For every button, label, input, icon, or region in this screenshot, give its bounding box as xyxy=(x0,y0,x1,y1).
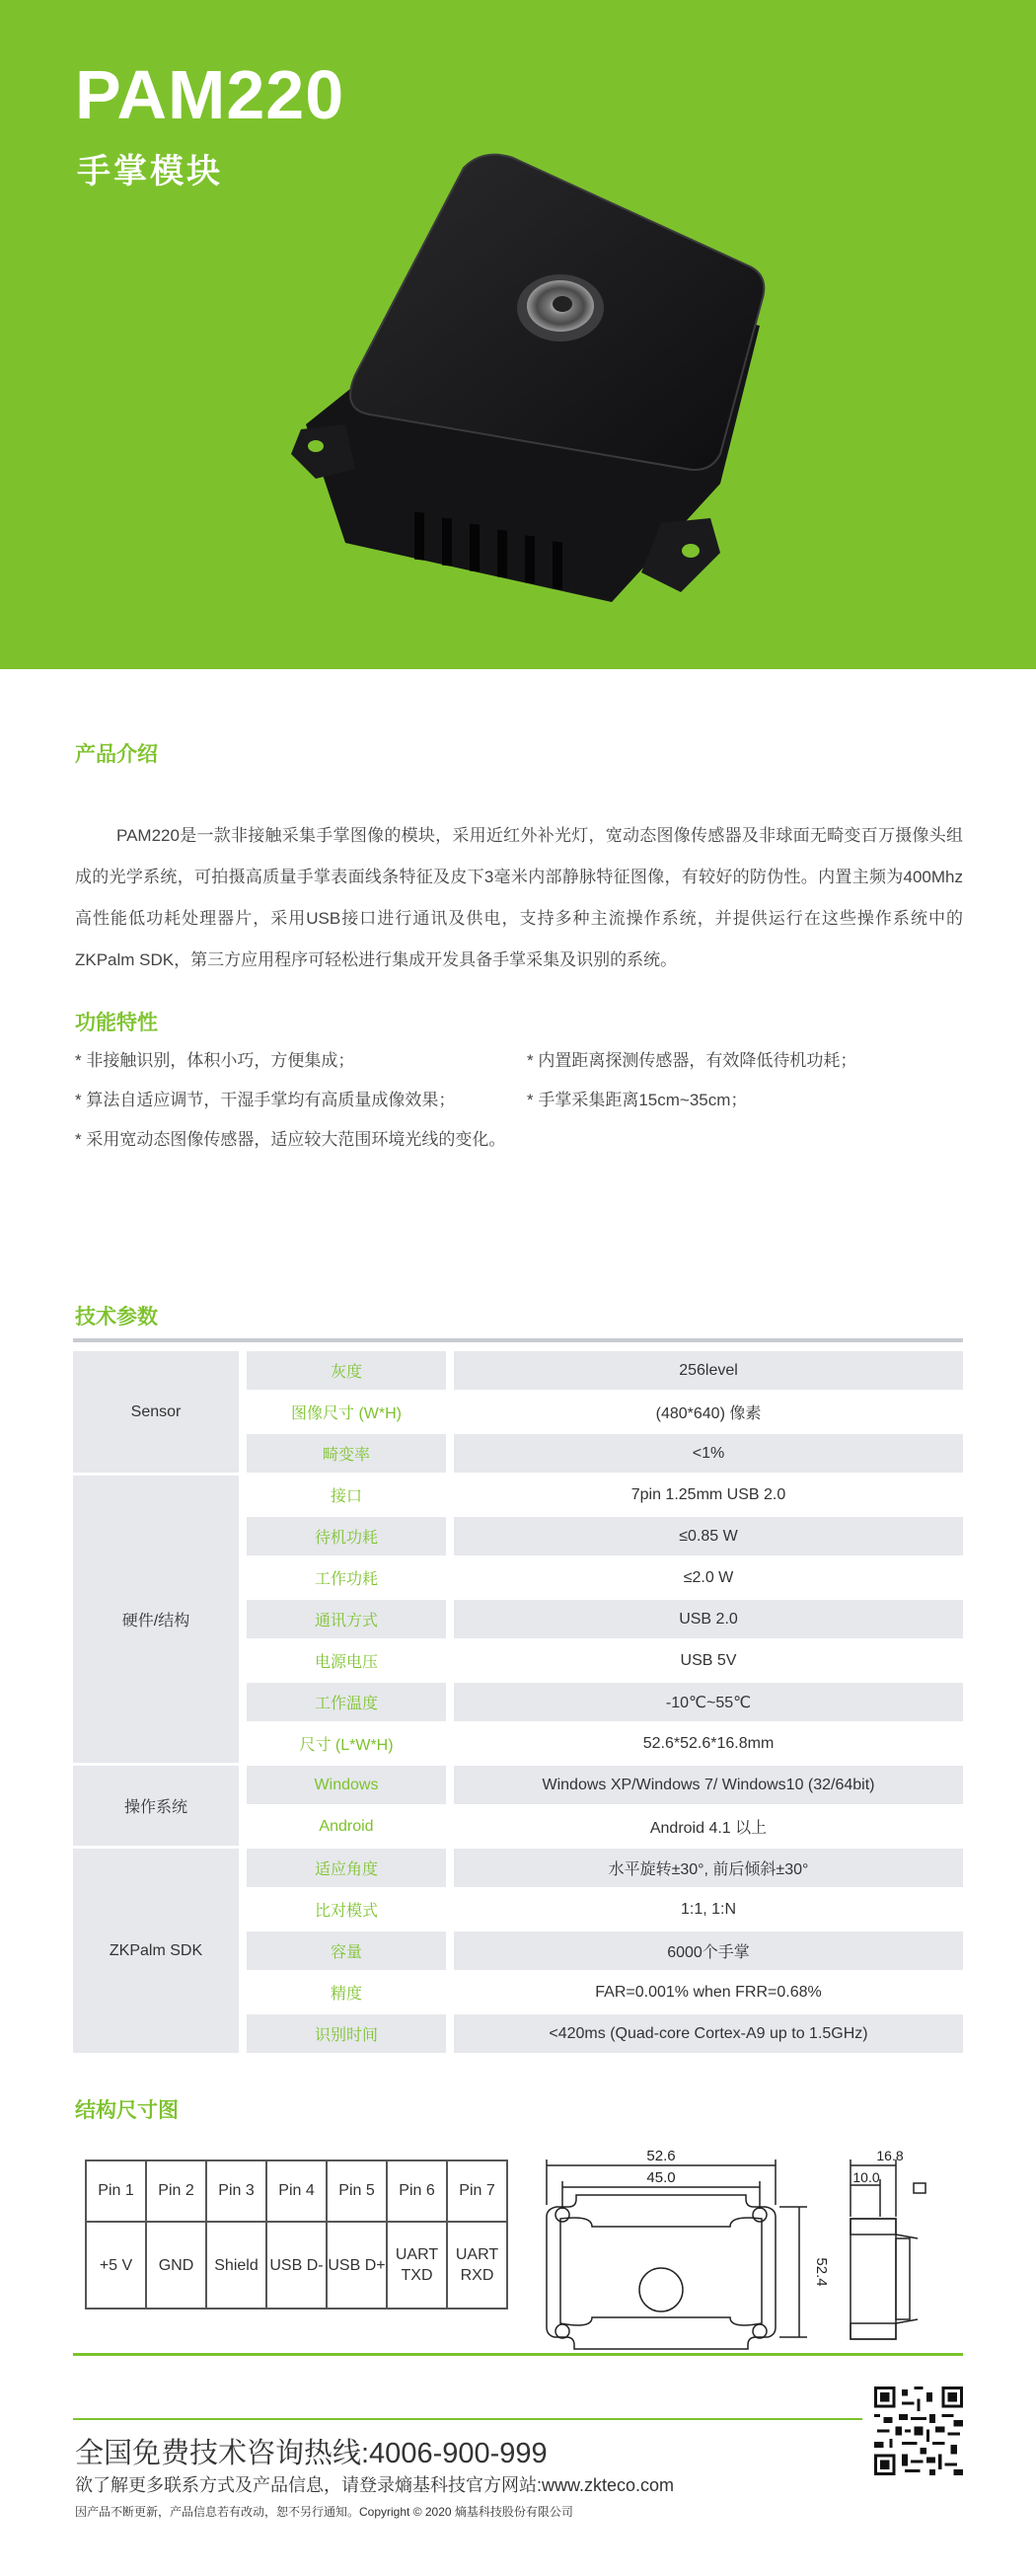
spec-key: Android xyxy=(319,1817,374,1835)
spec-key: 精度 xyxy=(330,1986,362,2003)
feature-item: * 内置距离探测传感器，有效降低待机功耗； xyxy=(527,1051,857,1070)
contact-website: 欲了解更多联系方式及产品信息，请登录熵基科技官方网站:www.zkteco.com xyxy=(75,2475,675,2495)
pin-label: Pin 5 xyxy=(327,2160,387,2222)
pin-label: Pin 7 xyxy=(447,2160,507,2222)
spec-key: 灰度 xyxy=(247,1351,446,1390)
spec-key: 接口 xyxy=(330,1488,362,1505)
spec-value: (480*640) 像素 xyxy=(655,1405,762,1422)
spec-key: 工作温度 xyxy=(247,1683,446,1721)
pin-signal: USB D- xyxy=(266,2222,327,2309)
pin-signal: UART RXD xyxy=(447,2222,507,2309)
intro-text: PAM220是一款非接触采集手掌图像的模块，采用近红外补光灯，宽动态图像传感器及非球面无畸变百万摄像头组成的光学系统，可拍摄高质量手掌表面线条特征及皮下3毫米内部静脉特征图像，有较好的防伪性。内置主频为400Mhz高性能低功耗处理器片，采用USB接口进行通讯及供电，支持多种主流操作系统，并提供运行在这些操作系统中的ZKPalm SDK，第三方应用程序可轻松进行集成开发具备手掌采集及识别的系统。 xyxy=(75,826,963,969)
dim-height: 16.8 xyxy=(876,2148,904,2163)
product-subtitle: 手掌模块 xyxy=(77,153,223,190)
spec-key: 尺寸 (L*W*H) xyxy=(299,1737,394,1754)
spec-row xyxy=(247,2014,963,2053)
spec-key: 识别时间 xyxy=(247,2014,446,2053)
spec-group-hardware: 硬件/结构 xyxy=(73,1476,239,1763)
dim-inner: 45.0 xyxy=(646,2169,676,2186)
spec-row xyxy=(247,1351,963,1390)
spec-key: 待机功耗 xyxy=(247,1517,446,1555)
spec-group-os: 操作系统 xyxy=(73,1766,239,1846)
spec-row xyxy=(247,1766,963,1804)
pin-signal: UART TXD xyxy=(387,2222,447,2309)
intro-title: 产品介绍 xyxy=(75,743,158,766)
spec-value: ≤2.0 W xyxy=(683,1568,734,1586)
footer-divider xyxy=(73,2418,862,2420)
feature-item: * 算法自适应调节，干湿手掌均有高质量成像效果； xyxy=(75,1091,456,1109)
spec-value: -10℃~55℃ xyxy=(454,1683,963,1721)
spec-row xyxy=(247,1517,963,1555)
palm-module-image xyxy=(286,128,799,622)
spec-row xyxy=(247,1890,963,1929)
product-model: PAM220 xyxy=(75,56,345,133)
spec-value: 1:1, 1:N xyxy=(680,1900,737,1918)
pin-label: Pin 1 xyxy=(86,2160,146,2222)
spec-key: 电源电压 xyxy=(314,1654,378,1671)
spec-value: Windows XP/Windows 7/ Windows10 (32/64bit) xyxy=(454,1766,963,1804)
spec-row xyxy=(247,1807,963,1846)
copyright-notice: 因产品不断更新，产品信息若有改动，恕不另行通知。Copyright © 2020 熵基科技股份有限公司 xyxy=(75,2505,573,2519)
spec-row xyxy=(247,1600,963,1638)
spec-key: 畸变率 xyxy=(247,1434,446,1473)
divider xyxy=(73,2353,963,2356)
spec-value: Android 4.1 以上 xyxy=(649,1820,768,1837)
spec-row xyxy=(247,1393,963,1431)
spec-value: USB 5V xyxy=(680,1651,737,1669)
spec-group-sdk: ZKPalm SDK xyxy=(73,1849,239,2053)
feature-item: * 采用宽动态图像传感器，适应较大范围环境光线的变化。 xyxy=(75,1130,506,1149)
pin-label: Pin 2 xyxy=(146,2160,206,2222)
pin-label: Pin 3 xyxy=(206,2160,266,2222)
spec-value: 52.6*52.6*16.8mm xyxy=(642,1734,775,1752)
pin-label: Pin 6 xyxy=(387,2160,447,2222)
spec-value: 水平旋转±30°, 前后倾斜±30° xyxy=(454,1849,963,1887)
dim-depth: 10.0 xyxy=(852,2169,880,2185)
pin-signal: +5 V xyxy=(86,2222,146,2309)
spec-row xyxy=(247,1476,963,1514)
features-title: 功能特性 xyxy=(75,1012,158,1034)
spec-key: 比对模式 xyxy=(314,1903,378,1920)
spec-row xyxy=(247,1973,963,2011)
pin-signal: GND xyxy=(146,2222,206,2309)
spec-key: 容量 xyxy=(247,1932,446,1970)
spec-value: 256level xyxy=(454,1351,963,1390)
specs-title: 技术参数 xyxy=(75,1306,158,1328)
dimension-drawing xyxy=(533,2071,977,2357)
dim-outer: 52.6 xyxy=(646,2148,676,2164)
spec-row xyxy=(247,1849,963,1887)
pin-label: Pin 4 xyxy=(266,2160,327,2222)
spec-row xyxy=(247,1641,963,1680)
pin-signal: USB D+ xyxy=(327,2222,387,2309)
spec-key: Windows xyxy=(247,1766,446,1804)
spec-group-sensor: Sensor xyxy=(73,1351,239,1473)
spec-key: 通讯方式 xyxy=(247,1600,446,1638)
spec-row xyxy=(247,1434,963,1473)
spec-value: ≤0.85 W xyxy=(454,1517,963,1555)
structure-title: 结构尺寸图 xyxy=(75,2099,179,2122)
spec-value: FAR=0.001% when FRR=0.68% xyxy=(595,1983,822,2001)
hotline: 全国免费技术咨询热线:4006-900-999 xyxy=(75,2438,548,2469)
spec-value: <420ms (Quad-core Cortex-A9 up to 1.5GHz) xyxy=(454,2014,963,2053)
feature-item: * 非接触识别，体积小巧，方便集成； xyxy=(75,1051,355,1070)
hero-banner xyxy=(0,0,1036,669)
dim-side: 52.4 xyxy=(813,2257,830,2287)
spec-value: <1% xyxy=(454,1434,963,1473)
spec-key: 适应角度 xyxy=(247,1849,446,1887)
spec-value: 6000个手掌 xyxy=(454,1932,963,1970)
spec-row xyxy=(247,1724,963,1763)
spec-row xyxy=(247,1932,963,1970)
spec-row xyxy=(247,1683,963,1721)
pin-table xyxy=(85,2159,508,2310)
feature-item: * 手掌采集距离15cm~35cm； xyxy=(527,1091,748,1109)
spec-row xyxy=(247,1558,963,1597)
spec-value: USB 2.0 xyxy=(454,1600,963,1638)
spec-table-top-rule xyxy=(73,1338,963,1342)
pin-signal: Shield xyxy=(206,2222,266,2309)
spec-key: 图像尺寸 (W*H) xyxy=(291,1405,402,1422)
spec-key: 工作功耗 xyxy=(314,1571,378,1588)
qr-code-icon xyxy=(874,2387,963,2475)
spec-value: 7pin 1.25mm USB 2.0 xyxy=(630,1485,786,1503)
